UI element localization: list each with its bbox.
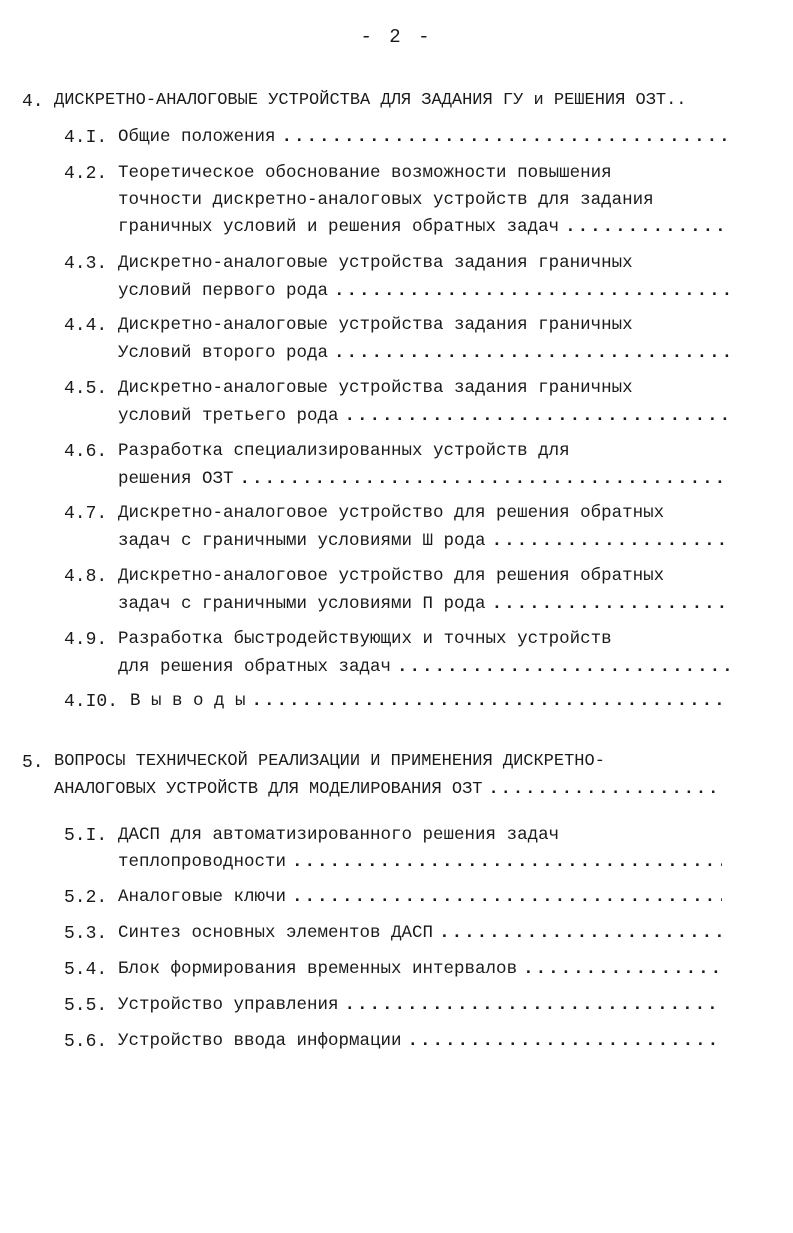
- toc-item-number: 4.5.: [64, 379, 108, 399]
- chapter-5-title: ВОПРОСЫ ТЕХНИЧЕСКОЙ РЕАЛИЗАЦИИ И ПРИМЕНЕНИЯ ДИСКРЕТНО-: [54, 752, 605, 771]
- chapter-5-number: 5.: [22, 753, 44, 773]
- toc-item-number: 4.8.: [64, 567, 108, 587]
- toc-item-number: 4.7.: [64, 504, 108, 524]
- toc-item-line: задач с граничными условиями П рода .....: [118, 594, 730, 618]
- toc-item-number: 4.2.: [64, 164, 108, 184]
- toc-item-number: 5.4.: [64, 960, 108, 980]
- toc-item: Общие положения .....: [118, 127, 730, 151]
- toc-item-line: Аналоговые ключи .....: [118, 887, 722, 911]
- toc-item-number: 4.6.: [64, 442, 108, 462]
- toc-item-number: 5.6.: [64, 1032, 108, 1052]
- toc-item-line: теплопроводности .....: [118, 852, 722, 876]
- chapter-5-title-cont: АНАЛОГОВЫХ УСТРОЙСТВ ДЛЯ МОДЕЛИРОВАНИЯ ОЗТ .....: [54, 780, 722, 804]
- toc-item-line: В ы в о д ы .....: [130, 691, 730, 715]
- toc-item-line: Дискретно-аналоговое устройство для решения обратных: [118, 503, 665, 523]
- toc-item-line: Блок формирования временных интервалов .....: [118, 959, 722, 983]
- toc-item-line: ДАСП для автоматизированного решения задач: [118, 825, 560, 845]
- toc-item-number: 4.3.: [64, 254, 108, 274]
- chapter-4-title: ДИСКРЕТНО-АНАЛОГОВЫЕ УСТРОЙСТВА ДЛЯ ЗАДАНИЯ ГУ и РЕШЕНИЯ ОЗТ..: [54, 91, 687, 110]
- toc-item-line: граничных условий и решения обратных задач .....: [118, 217, 730, 241]
- toc-item-line: решения ОЗТ .....: [118, 469, 730, 493]
- toc-item-line: Разработка специализированных устройств для: [118, 441, 570, 461]
- toc-item-line: Устройство управления .....: [118, 995, 722, 1019]
- toc-item-line: задач с граничными условиями Ш рода .....: [118, 531, 730, 555]
- toc-item-line: условий третьего рода .....: [118, 406, 730, 430]
- toc-item-line: Устройство ввода информации .....: [118, 1031, 722, 1055]
- toc-item-line: Разработка быстродействующих и точных устройств: [118, 629, 612, 649]
- toc-item-number: 4.I.: [64, 128, 108, 148]
- toc-item-line: для решения обратных задач .....: [118, 657, 730, 681]
- toc-item-line: Дискретно-аналоговые устройства задания граничных: [118, 253, 633, 273]
- toc-item-line: Дискретно-аналоговое устройство для решения обратных: [118, 566, 665, 586]
- toc-item-number: 5.3.: [64, 924, 108, 944]
- toc-item-number: 5.I.: [64, 826, 108, 846]
- toc-item-number: 4.9.: [64, 630, 108, 650]
- toc-item-line: Синтез основных элементов ДАСП .....: [118, 923, 722, 947]
- chapter-4-number: 4.: [22, 92, 44, 112]
- toc-item-line: Теоретическое обоснование возможности повышения: [118, 163, 612, 183]
- toc-item-line: Условий второго рода .....: [118, 343, 730, 367]
- toc-item-line: точности дискретно-аналоговых устройств для задания: [118, 190, 654, 210]
- toc-item-number: 4.I0.: [64, 692, 119, 712]
- toc-item-line: Дискретно-аналоговые устройства задания граничных: [118, 378, 633, 398]
- page-number: - 2 -: [360, 26, 433, 48]
- toc-item-line: условий первого рода .....: [118, 281, 730, 305]
- toc-item-number: 5.5.: [64, 996, 108, 1016]
- toc-item-number: 5.2.: [64, 888, 108, 908]
- toc-item-line: Дискретно-аналоговые устройства задания граничных: [118, 315, 633, 335]
- toc-item-number: 4.4.: [64, 316, 108, 336]
